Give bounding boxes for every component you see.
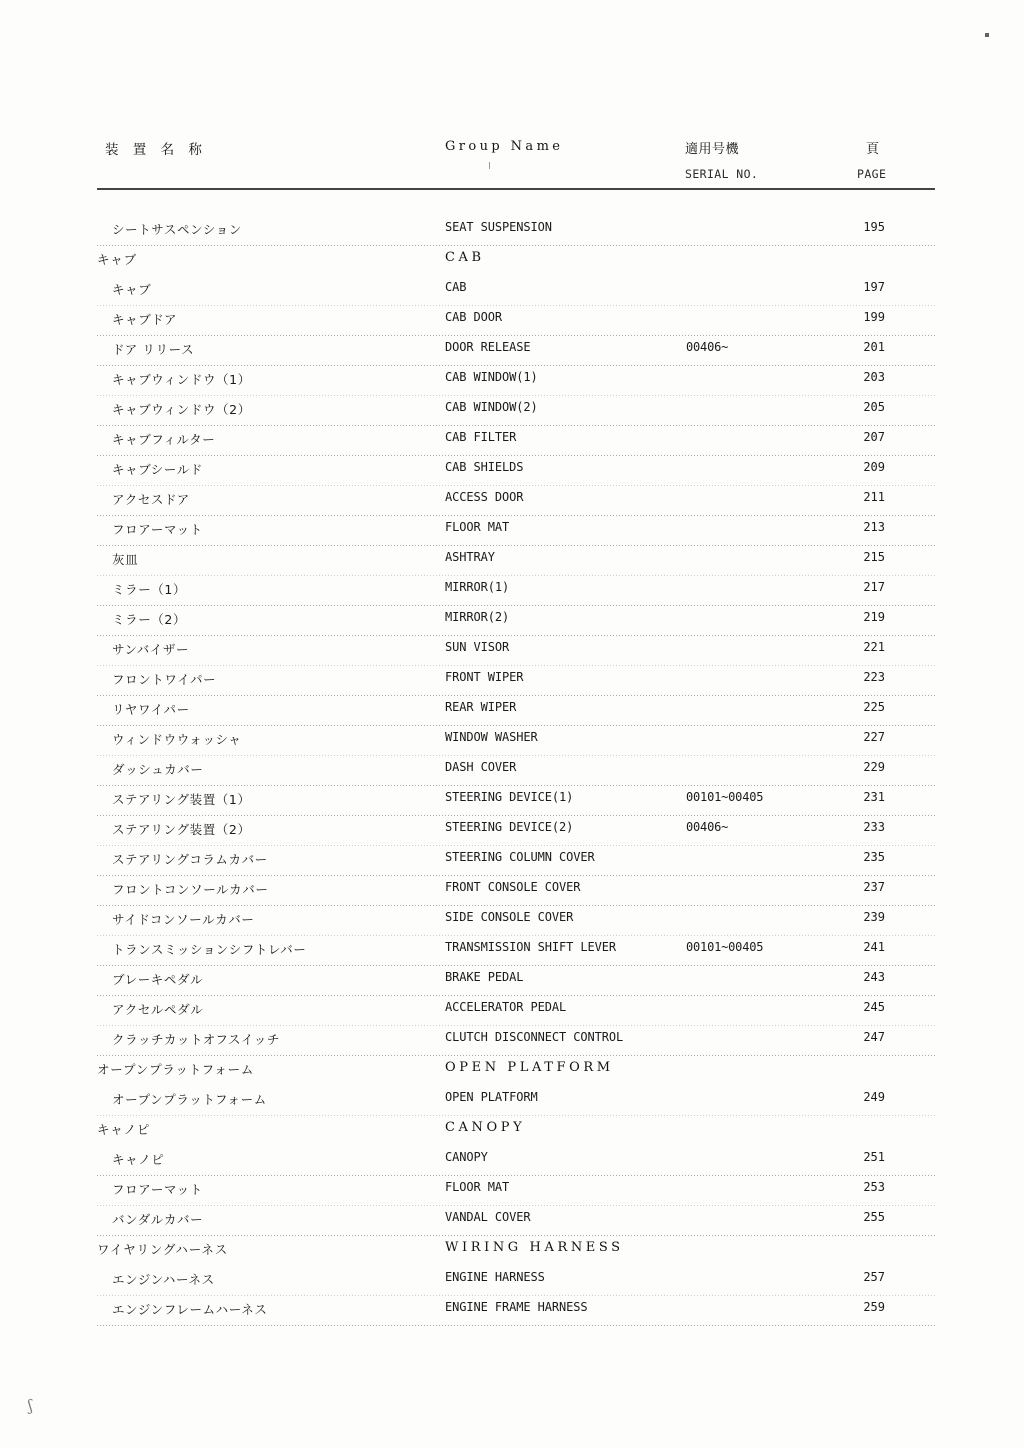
cell-group-name-en: VANDAL COVER [445, 1210, 531, 1224]
cell-device-name-jp: オープンプラットフォーム [97, 1062, 255, 1077]
table-row [97, 1206, 935, 1236]
table-row [97, 456, 935, 486]
cell-device-name-jp: オープンプラットフォーム [112, 1092, 267, 1107]
cell-group-name-en: CAB [445, 250, 485, 265]
section-header-row [97, 1056, 935, 1086]
cell-page-number: 219 [863, 610, 885, 624]
table-row [97, 696, 935, 726]
cell-page-number: 195 [863, 220, 885, 234]
table-row [97, 426, 935, 456]
cell-group-name-en: REAR WIPER [445, 700, 517, 714]
table-row [97, 666, 935, 696]
cell-page-number: 255 [863, 1210, 885, 1224]
column-header-serial-en: SERIAL NO. [685, 167, 759, 181]
cell-device-name-jp: キャノピ [112, 1152, 165, 1167]
table-row [97, 1296, 935, 1326]
table-row [97, 996, 935, 1026]
column-header-page-jp: 頁 [866, 142, 880, 157]
cell-device-name-jp: ミラー（2） [112, 612, 187, 627]
cell-serial-no: 00101~00405 [686, 940, 764, 954]
cell-device-name-jp: エンジンフレームハーネス [112, 1302, 268, 1317]
cell-group-name-en: WINDOW WASHER [445, 730, 538, 744]
cell-device-name-jp: ステアリング装置（1） [112, 792, 251, 807]
cell-device-name-jp: アクセスドア [112, 492, 190, 507]
cell-device-name-jp: ワイヤリングハーネス [97, 1242, 229, 1257]
cell-page-number: 249 [863, 1090, 885, 1104]
cell-page-number: 243 [863, 970, 885, 984]
cell-group-name-en: SEAT SUSPENSION [445, 220, 552, 234]
column-header-group-name: Group Name [445, 139, 564, 154]
cell-page-number: 211 [863, 490, 885, 504]
cell-group-name-en: FLOOR MAT [445, 1180, 510, 1194]
cell-page-number: 257 [863, 1270, 885, 1284]
cell-page-number: 227 [863, 730, 885, 744]
cell-device-name-jp: ステアリングコラムカバー [112, 852, 268, 867]
cell-serial-no: 00101~00405 [686, 790, 764, 804]
cell-group-name-en: ENGINE FRAME HARNESS [445, 1300, 588, 1314]
cell-device-name-jp: クラッチカットオフスイッチ [112, 1032, 280, 1047]
cell-device-name-jp: ウィンドウウォッシャ [112, 732, 242, 747]
table-row [97, 486, 935, 516]
cell-serial-no: 00406~ [686, 820, 729, 834]
cell-page-number: 225 [863, 700, 885, 714]
table-row [97, 1026, 935, 1056]
cell-device-name-jp: シートサスペンション [112, 222, 242, 237]
cell-page-number: 231 [863, 790, 885, 804]
cell-device-name-jp: キャブ [112, 282, 152, 297]
cell-page-number: 223 [863, 670, 885, 684]
cell-page-number: 207 [863, 430, 885, 444]
table-row [97, 306, 935, 336]
column-header-page-en: PAGE [857, 167, 887, 181]
column-header-device-name-jp: 装 置 名 称 [105, 142, 207, 158]
cell-device-name-jp: ミラー（1） [112, 582, 187, 597]
cell-device-name-jp: フロアーマット [112, 522, 203, 537]
cell-device-name-jp: ダッシュカバー [112, 762, 204, 777]
cell-page-number: 199 [863, 310, 885, 324]
table-row [97, 726, 935, 756]
cell-group-name-en: ACCESS DOOR [445, 490, 524, 504]
table-row [97, 396, 935, 426]
cell-group-name-en: OPEN PLATFORM [445, 1060, 614, 1075]
table-row [97, 576, 935, 606]
section-header-row [97, 1116, 935, 1146]
cell-page-number: 247 [863, 1030, 885, 1044]
cell-group-name-en: CAB WINDOW(2) [445, 400, 538, 414]
cell-group-name-en: CAB FILTER [445, 430, 517, 444]
cell-device-name-jp: キャブシールド [112, 462, 203, 477]
cell-page-number: 241 [863, 940, 885, 954]
table-row [97, 336, 935, 366]
cell-group-name-en: STEERING DEVICE(2) [445, 820, 574, 834]
cell-group-name-en: ACCELERATOR PEDAL [445, 1000, 567, 1014]
cell-device-name-jp: 灰皿 [112, 552, 139, 567]
cell-group-name-en: CAB [445, 280, 467, 294]
cell-group-name-en: CANOPY [445, 1150, 488, 1164]
table-row [97, 966, 935, 996]
cell-group-name-en: SIDE CONSOLE COVER [445, 910, 574, 924]
table-row [97, 1086, 935, 1116]
cell-group-name-en: ENGINE HARNESS [445, 1270, 545, 1284]
cell-group-name-en: CAB DOOR [445, 310, 502, 324]
cell-device-name-jp: ドア リリース [112, 342, 195, 357]
cell-group-name-en: ASHTRAY [445, 550, 495, 564]
cell-device-name-jp: フロントワイパー [112, 672, 217, 687]
scan-artifact-bottom-left: ʃ [26, 1396, 34, 1415]
table-row [97, 1146, 935, 1176]
cell-page-number: 237 [863, 880, 885, 894]
cell-page-number: 209 [863, 460, 885, 474]
table-row [97, 516, 935, 546]
table-row [97, 846, 935, 876]
cell-device-name-jp: アクセルペダル [112, 1002, 204, 1017]
cell-device-name-jp: サンバイザー [112, 642, 190, 657]
scan-speck-top-right [985, 33, 989, 37]
table-row [97, 636, 935, 666]
cell-device-name-jp: キャブウィンドウ（2） [112, 402, 251, 417]
table-body [97, 216, 935, 1326]
parts-catalog-index-table [97, 128, 935, 1326]
table-row [97, 366, 935, 396]
cell-device-name-jp: エンジンハーネス [112, 1272, 215, 1287]
header-rule [97, 188, 935, 190]
cell-page-number: 229 [863, 760, 885, 774]
cell-page-number: 203 [863, 370, 885, 384]
cell-page-number: 217 [863, 580, 885, 594]
column-header-serial-jp: 適用号機 [685, 142, 740, 157]
cell-page-number: 239 [863, 910, 885, 924]
row-separator [97, 1325, 935, 1326]
cell-group-name-en: MIRROR(1) [445, 580, 510, 594]
table-row [97, 816, 935, 846]
cell-group-name-en: DOOR RELEASE [445, 340, 531, 354]
cell-group-name-en: TRANSMISSION SHIFT LEVER [445, 940, 616, 954]
table-row [97, 1266, 935, 1296]
cell-group-name-en: WIRING HARNESS [445, 1240, 624, 1255]
cell-group-name-en: FRONT WIPER [445, 670, 524, 684]
cell-group-name-en: CANOPY [445, 1120, 526, 1135]
cell-device-name-jp: リヤワイパー [112, 702, 190, 717]
cell-page-number: 235 [863, 850, 885, 864]
table-row [97, 276, 935, 306]
cell-device-name-jp: フロアーマット [112, 1182, 203, 1197]
table-row [97, 876, 935, 906]
cell-group-name-en: BRAKE PEDAL [445, 970, 524, 984]
cell-page-number: 221 [863, 640, 885, 654]
cell-page-number: 197 [863, 280, 885, 294]
cell-group-name-en: CAB SHIELDS [445, 460, 524, 474]
cell-page-number: 205 [863, 400, 885, 414]
cell-page-number: 201 [863, 340, 885, 354]
table-row [97, 906, 935, 936]
cell-device-name-jp: サイドコンソールカバー [112, 912, 255, 927]
table-row [97, 216, 935, 246]
cell-device-name-jp: フロントコンソールカバー [112, 882, 269, 897]
cell-device-name-jp: ステアリング装置（2） [112, 822, 251, 837]
cell-page-number: 233 [863, 820, 885, 834]
cell-page-number: 251 [863, 1150, 885, 1164]
table-row [97, 546, 935, 576]
cell-device-name-jp: キャブ [97, 252, 137, 267]
cell-page-number: 245 [863, 1000, 885, 1014]
table-header [97, 128, 935, 186]
table-row [97, 786, 935, 816]
cell-device-name-jp: ブレーキペダル [112, 972, 204, 987]
cell-group-name-en: FLOOR MAT [445, 520, 510, 534]
cell-group-name-en: SUN VISOR [445, 640, 510, 654]
cell-device-name-jp: キャノピ [97, 1122, 151, 1137]
cell-page-number: 259 [863, 1300, 885, 1314]
cell-group-name-en: OPEN PLATFORM [445, 1090, 538, 1104]
cell-group-name-en: MIRROR(2) [445, 610, 510, 624]
cell-group-name-en: CAB WINDOW(1) [445, 370, 538, 384]
cell-device-name-jp: キャブドア [112, 312, 178, 327]
cell-device-name-jp: キャブウィンドウ（1） [112, 372, 251, 387]
cell-serial-no: 00406~ [686, 340, 729, 354]
section-header-row [97, 1236, 935, 1266]
section-header-row [97, 246, 935, 276]
cell-group-name-en: STEERING DEVICE(1) [445, 790, 574, 804]
cell-page-number: 253 [863, 1180, 885, 1194]
cell-page-number: 213 [863, 520, 885, 534]
cell-group-name-en: CLUTCH DISCONNECT CONTROL [445, 1030, 624, 1044]
cell-device-name-jp: トランスミッションシフトレバー [112, 942, 307, 957]
cell-page-number: 215 [863, 550, 885, 564]
cell-group-name-en: STEERING COLUMN COVER [445, 850, 595, 864]
cell-group-name-en: DASH COVER [445, 760, 517, 774]
table-row [97, 936, 935, 966]
table-row [97, 756, 935, 786]
table-row [97, 1176, 935, 1206]
table-row [97, 606, 935, 636]
header-tick-mark [489, 162, 490, 169]
cell-device-name-jp: キャブフィルター [112, 432, 216, 447]
cell-device-name-jp: バンダルカバー [112, 1212, 204, 1227]
cell-group-name-en: FRONT CONSOLE COVER [445, 880, 581, 894]
